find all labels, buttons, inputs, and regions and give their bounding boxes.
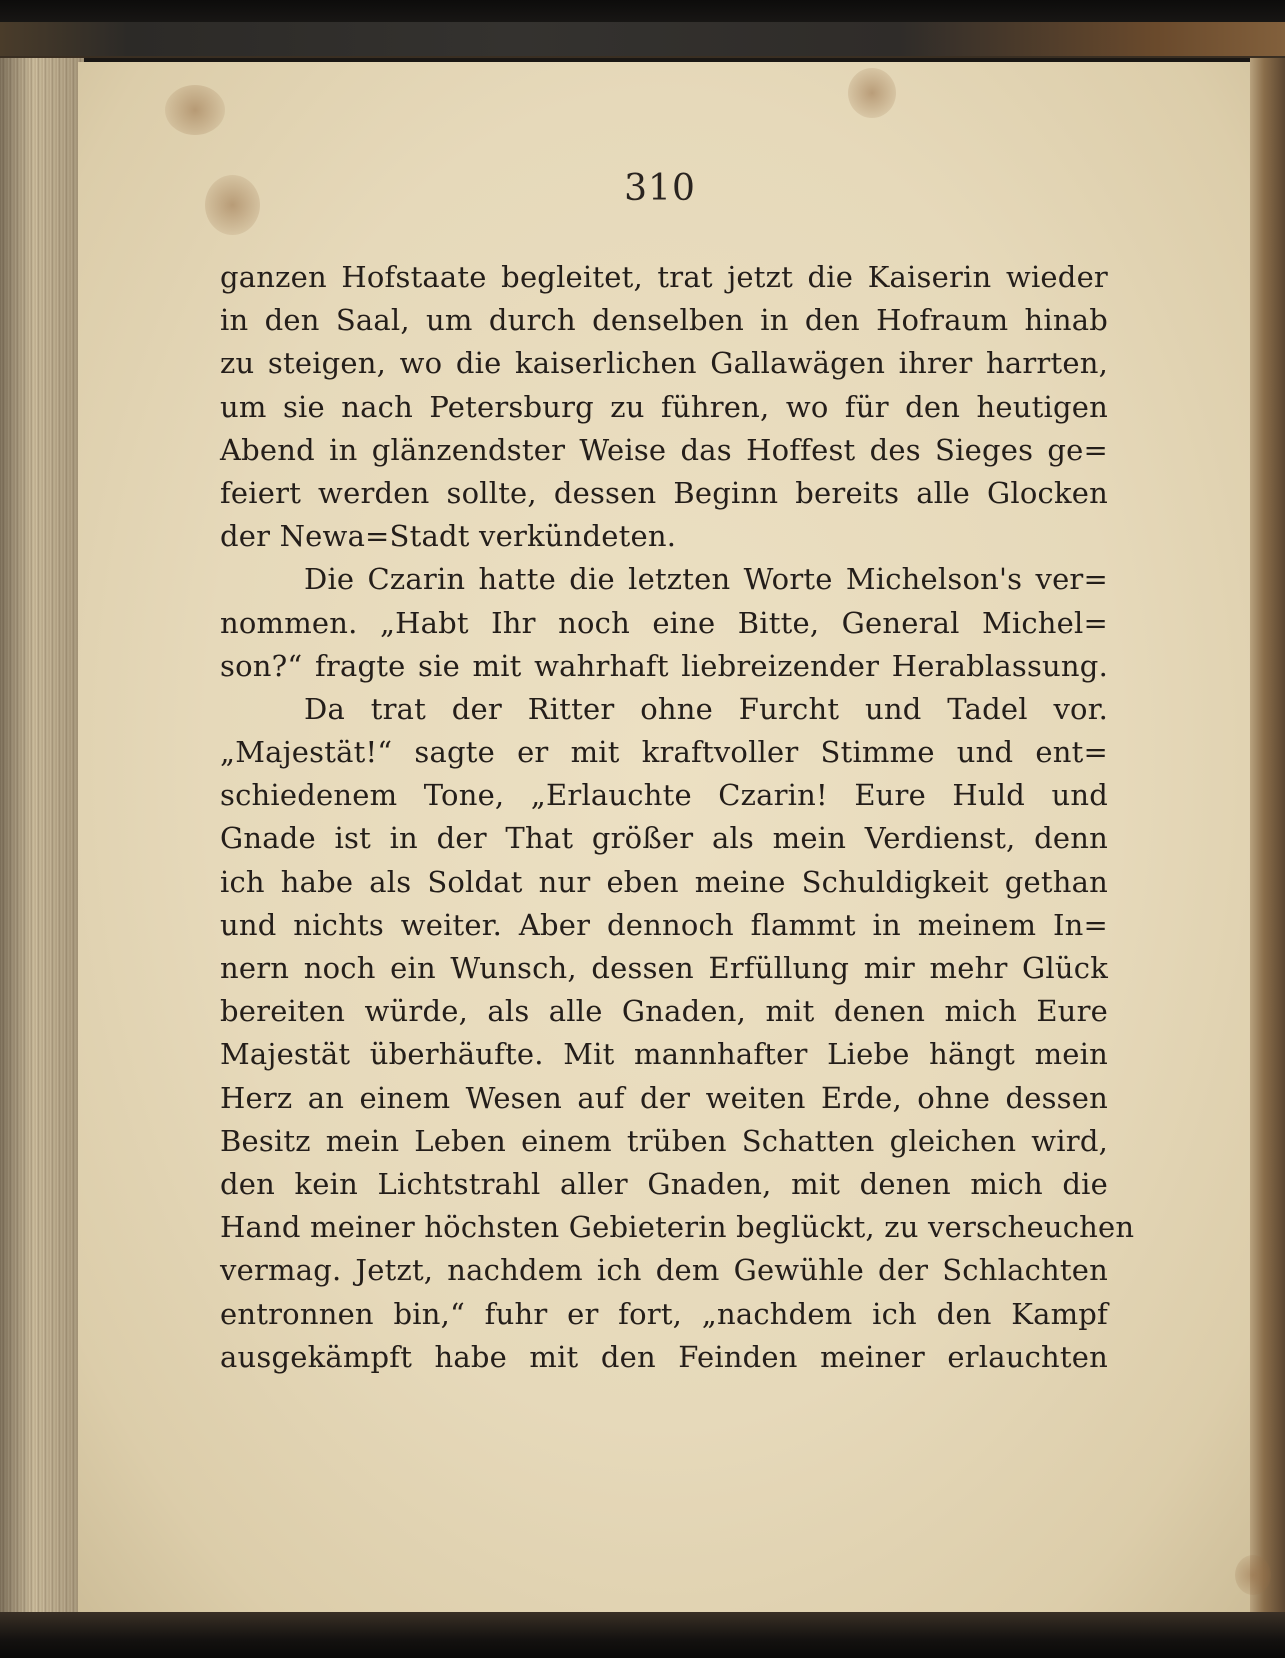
text-line: ich habe als Soldat nur eben meine Schuldigkeit gethan	[220, 864, 1108, 899]
text-line: nern noch ein Wunsch, dessen Erfüllung mir mehr Glück	[220, 951, 1108, 985]
text-line: Da trat der Ritter ohne Furcht und Tadel vor.	[304, 691, 1108, 726]
text-line: und nichts weiter. Aber dennoch flammt in meinem In=	[220, 907, 1108, 942]
text-line: den kein Lichtstrahl aller Gnaden, mit denen mich die	[220, 1166, 1108, 1201]
text-line: zu steigen, wo die kaiserlichen Gallawägen ihrer harrten,	[220, 346, 1108, 381]
foxing-stain	[205, 175, 260, 235]
text-line: ausgekämpft habe mit den Feinden meiner erlauchten	[220, 1339, 1108, 1374]
book-spine-edge	[0, 22, 1285, 56]
text-line: vermag. Jetzt, nachdem ich dem Gewühle der Schlachten	[220, 1253, 1108, 1288]
text-line: son?“ fragte sie mit wahrhaft liebreizender Herablassung.	[220, 648, 1108, 683]
text-line: Herz an einem Wesen auf der weiten Erde, ohne dessen	[220, 1080, 1108, 1115]
page-stack-shadow	[0, 58, 84, 1618]
text-line: nommen. „Habt Ihr noch eine Bitte, General Michel=	[220, 605, 1108, 640]
foxing-stain	[1235, 1555, 1271, 1595]
scan-bottom-border	[0, 1612, 1285, 1658]
foxing-stain	[848, 68, 896, 118]
text-line: „Majestät!“ sagte er mit kraftvoller Stimme und ent=	[220, 735, 1108, 770]
text-line: in den Saal, um durch denselben in den Hofraum hinab	[220, 303, 1108, 338]
text-line: der Newa=Stadt verkündeten.	[220, 519, 677, 554]
text-line: bereiten würde, als alle Gnaden, mit denen mich Eure	[220, 994, 1108, 1029]
text-line: feiert werden sollte, dessen Beginn bereits alle Glocken	[220, 475, 1108, 510]
book-cover-edge-right	[1250, 58, 1285, 1618]
text-line: Abend in glänzendster Weise das Hoffest des Sieges ge=	[220, 432, 1108, 467]
text-line: Hand meiner höchsten Gebieterin beglückt, zu verscheuchen	[220, 1210, 1135, 1245]
body-text	[220, 256, 1135, 1379]
text-line: ganzen Hofstaate begleitet, trat jetzt die Kaiserin wieder	[220, 260, 1108, 294]
text-line: Besitz mein Leben einem trüben Schatten gleichen wird,	[220, 1123, 1108, 1158]
text-line: entronnen bin,“ fuhr er fort, „nachdem ich den Kampf	[220, 1296, 1108, 1331]
page-number: 310	[624, 168, 696, 209]
text-line: Gnade ist in der That größer als mein Verdienst, denn	[220, 821, 1108, 856]
text-line: schiedenem Tone, „Erlauchte Czarin! Eure Huld und	[220, 778, 1108, 813]
text-line: um sie nach Petersburg zu führen, wo für den heutigen	[220, 389, 1108, 424]
text-line: Majestät überhäufte. Mit mannhafter Liebe hängt mein	[220, 1037, 1108, 1072]
foxing-stain	[165, 85, 225, 135]
text-line: Die Czarin hatte die letzten Worte Michelson's ver=	[304, 562, 1108, 597]
